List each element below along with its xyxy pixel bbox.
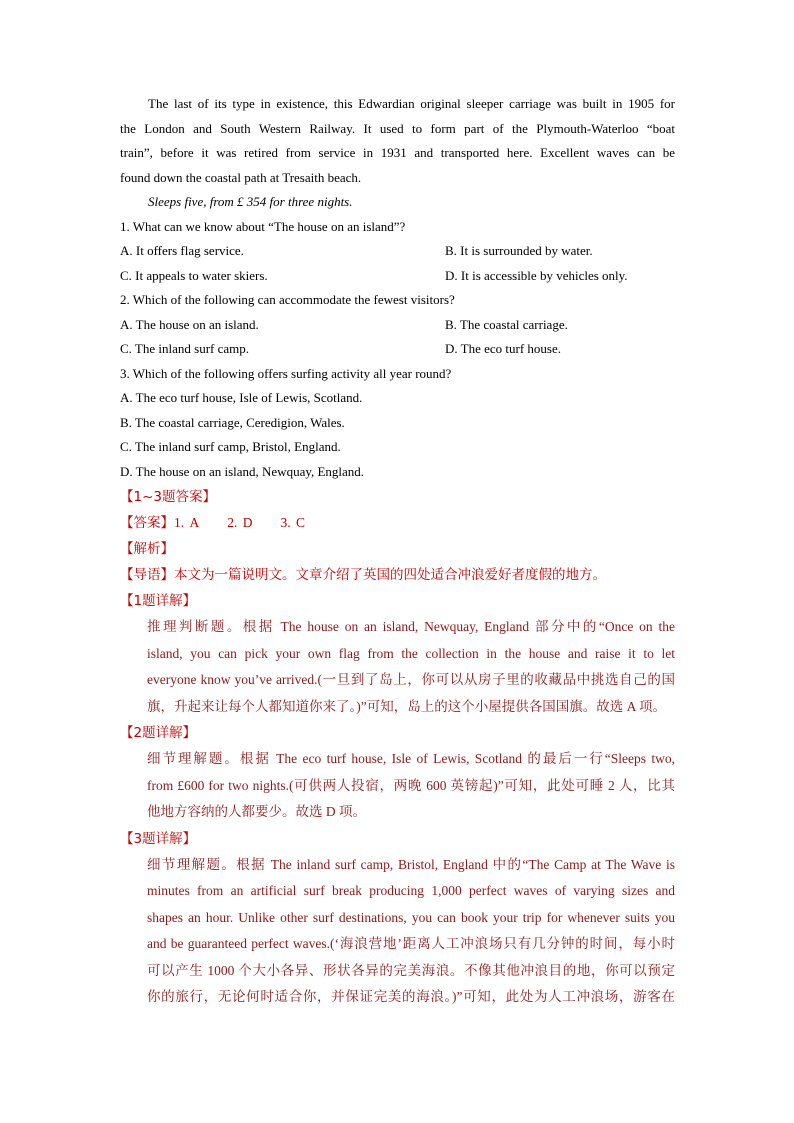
option-b: B. The coastal carriage, Ceredigion, Wales. bbox=[120, 414, 345, 430]
option-b: B. The coastal carriage. bbox=[445, 316, 568, 332]
detail-label: 【1题详解】 bbox=[120, 593, 197, 609]
document-page bbox=[120, 92, 675, 1011]
intro-label: 【导语】 bbox=[120, 567, 174, 583]
detail-line: 细节理解题。根据 The eco turf house, Isle of Lewis, Scotland 的最后一行“Sleeps two, bbox=[147, 751, 675, 766]
option-b: B. It is surrounded by water. bbox=[445, 243, 593, 258]
detail-line: and be guaranteed perfect waves.(‘海浪营地’距离人工冲浪场只有几分钟的时间，每小时 bbox=[147, 936, 675, 951]
detail-line: minutes from an artificial surf break producing 1,000 perfect waves of varying sizes and bbox=[147, 883, 675, 898]
question-stem: 2. Which of the following can accommodate the fewest visitors? bbox=[120, 292, 455, 307]
intro-text: 本文为一篇说明文。文章介绍了英国的四处适合冲浪爱好者度假的地方。 bbox=[174, 567, 606, 583]
option-c: C. It appeals to water skiers. bbox=[120, 267, 268, 283]
answer-1: 1. A bbox=[174, 515, 200, 530]
option-c: C. The inland surf camp. bbox=[120, 341, 250, 356]
detail-3 bbox=[120, 826, 675, 1011]
question-2 bbox=[120, 288, 675, 362]
answer-section bbox=[120, 484, 675, 588]
detail-line: 推理判断题。根据 The house on an island, Newquay, England 部分中的“Once on the bbox=[147, 619, 675, 634]
detail-line: 细节理解题。根据 The inland surf camp, Bristol, England 中的“The Camp at The Wave is bbox=[147, 856, 675, 872]
detail-line: shapes an hour. Unlike other surf destinations, you can book your trip for whenever suits you bbox=[147, 909, 675, 925]
passage-line: train”, before it was retired from service in 1931 and transported here. Excellent waves can be bbox=[120, 145, 675, 160]
option-c: C. The inland surf camp, Bristol, England. bbox=[120, 439, 341, 454]
detail-line: 旗，升起来让每个人都知道你来了。)”可知，岛上的这个小屋提供各国国旗。故选 A 项。 bbox=[147, 698, 666, 714]
answer-heading-label: 【1~3题答案】 bbox=[120, 489, 216, 505]
detail-line: island, you can pick your own flag from the collection in the house and raise it to let bbox=[147, 645, 675, 661]
detail-line: everyone know you’ve arrived.(一旦到了岛上，你可以从房子里的收藏品中挑选自己的国 bbox=[147, 672, 675, 687]
option-a: A. The eco turf house, Isle of Lewis, Scotland. bbox=[120, 390, 363, 405]
passage-line: the London and South Western Railway. It used to form part of the Plymouth-Waterloo “boat bbox=[120, 120, 675, 136]
option-d: D. The house on an island, Newquay, England. bbox=[120, 463, 365, 479]
detail-heading bbox=[120, 588, 675, 614]
answer-3: 3. C bbox=[280, 515, 306, 530]
answer-label: 【答案】 bbox=[120, 515, 174, 531]
answer-heading bbox=[120, 484, 675, 510]
intro-row bbox=[120, 562, 675, 588]
detail-line: 可以产生 1000 个大小各异、形状各异的完美海浪。不像其他冲浪目的地，你可以预定 bbox=[147, 962, 675, 978]
question-stem: 3. Which of the following offers surfing activity all year round? bbox=[120, 365, 452, 381]
detail-line: 你的旅行，无论何时适合你，并保证完美的海浪。)”可知，此处为人工冲浪场，游客在 bbox=[147, 989, 675, 1004]
detail-heading bbox=[120, 826, 675, 852]
passage-line: The last of its type in existence, this Edwardian original sleeper carriage was built in 1905 for bbox=[148, 96, 675, 111]
answer-2: 2. D bbox=[227, 515, 253, 530]
detail-label: 【3题详解】 bbox=[120, 830, 197, 847]
option-a: A. It offers flag service. bbox=[120, 243, 244, 258]
detail-1 bbox=[120, 588, 675, 720]
question-stem: 1. What can we know about “The house on an island”? bbox=[120, 218, 406, 234]
option-d: D. It is accessible by vehicles only. bbox=[445, 267, 628, 283]
option-d: D. The eco turf house. bbox=[445, 341, 562, 356]
analysis-label: 【解析】 bbox=[120, 541, 174, 557]
passage-line: found down the coastal path at Tresaith beach. bbox=[120, 169, 362, 185]
detail-label: 【2题详解】 bbox=[120, 725, 197, 741]
detail-line: from £600 for two nights.(可供两人投宿，两晚 600 英镑起)”可知，此处可睡 2 人，比其 bbox=[147, 777, 675, 793]
analysis-heading bbox=[120, 536, 675, 562]
passage-sleeps: Sleeps five, from £ 354 for three nights. bbox=[148, 194, 353, 209]
detail-2 bbox=[120, 720, 675, 826]
answer-row bbox=[120, 510, 675, 536]
passage bbox=[120, 92, 675, 215]
question-3 bbox=[120, 362, 675, 485]
option-a: A. The house on an island. bbox=[120, 316, 259, 332]
detail-heading bbox=[120, 720, 675, 746]
question-1 bbox=[120, 215, 675, 289]
detail-line: 他地方容纳的人都要少。故选 D 项。 bbox=[147, 804, 366, 819]
